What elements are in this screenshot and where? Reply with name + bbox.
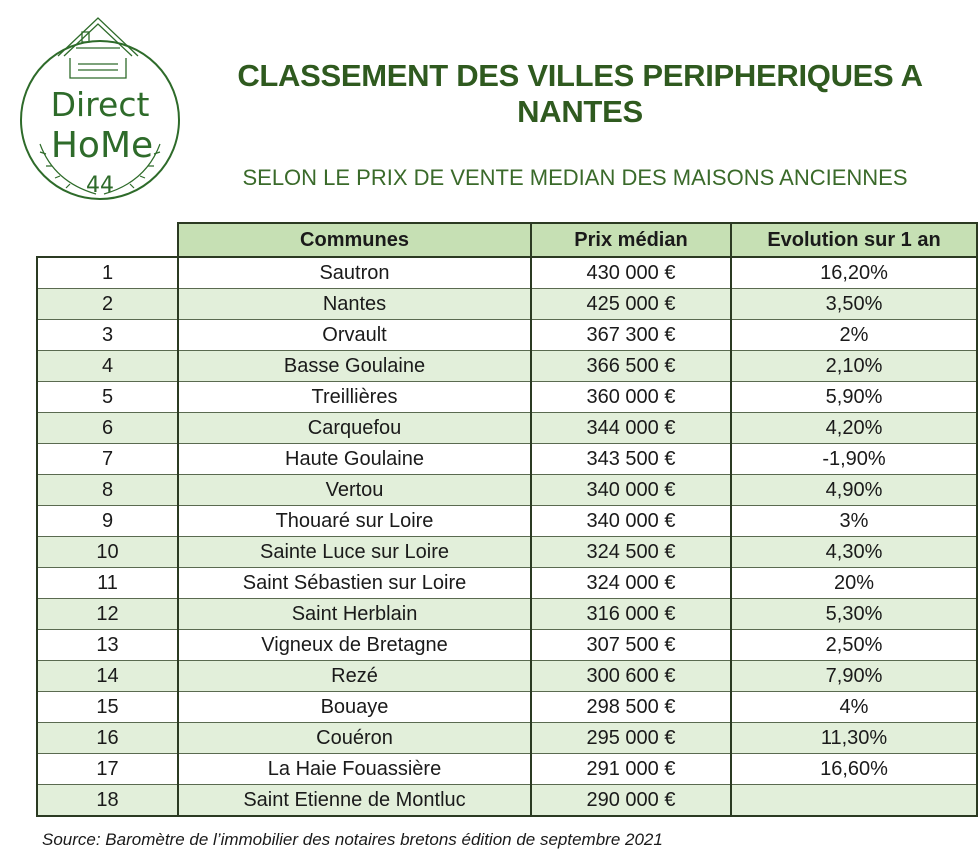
rank-cell: 11 xyxy=(37,568,178,599)
rank-cell: 1 xyxy=(37,257,178,289)
table-row xyxy=(37,630,977,661)
commune-cell: Nantes xyxy=(178,289,531,320)
direct-home-logo xyxy=(18,12,186,202)
commune-cell: Carquefou xyxy=(178,413,531,444)
price-cell: 324 000 € xyxy=(531,568,731,599)
rank-cell: 7 xyxy=(37,444,178,475)
table-row xyxy=(37,599,977,630)
commune-cell: Rezé xyxy=(178,661,531,692)
rank-cell: 15 xyxy=(37,692,178,723)
rank-cell: 12 xyxy=(37,599,178,630)
commune-cell: Saint Etienne de Montluc xyxy=(178,785,531,817)
evolution-header: Evolution sur 1 an xyxy=(731,223,977,257)
table-row xyxy=(37,723,977,754)
commune-cell: Couéron xyxy=(178,723,531,754)
rank-cell: 8 xyxy=(37,475,178,506)
table-row xyxy=(37,257,977,289)
table-row xyxy=(37,506,977,537)
table-row xyxy=(37,444,977,475)
table-row xyxy=(37,289,977,320)
table-row xyxy=(37,382,977,413)
price-cell: 300 600 € xyxy=(531,661,731,692)
rank-cell: 4 xyxy=(37,351,178,382)
table-row xyxy=(37,351,977,382)
table-row xyxy=(37,754,977,785)
table-row xyxy=(37,568,977,599)
price-cell: 324 500 € xyxy=(531,537,731,568)
evolution-cell: 4% xyxy=(731,692,977,723)
price-cell: 430 000 € xyxy=(531,257,731,289)
evolution-cell: 2,10% xyxy=(731,351,977,382)
commune-header: Communes xyxy=(178,223,531,257)
commune-cell: Orvault xyxy=(178,320,531,351)
table-row xyxy=(37,785,977,817)
page-subtitle: SELON LE PRIX DE VENTE MEDIAN DES MAISONS ANCIENNES xyxy=(242,165,908,190)
rank-cell: 14 xyxy=(37,661,178,692)
ranking-table xyxy=(36,222,978,817)
evolution-cell: 7,90% xyxy=(731,661,977,692)
commune-cell: Saint Herblain xyxy=(178,599,531,630)
evolution-cell: 2% xyxy=(731,320,977,351)
price-cell: 291 000 € xyxy=(531,754,731,785)
evolution-cell: 3,50% xyxy=(731,289,977,320)
rank-cell: 2 xyxy=(37,289,178,320)
evolution-cell: 5,30% xyxy=(731,599,977,630)
table-row xyxy=(37,413,977,444)
rank-cell: 5 xyxy=(37,382,178,413)
price-cell: 343 500 € xyxy=(531,444,731,475)
logo-number: 44 xyxy=(86,173,114,198)
commune-cell: Saint Sébastien sur Loire xyxy=(178,568,531,599)
rank-cell: 18 xyxy=(37,785,178,817)
evolution-cell: 4,20% xyxy=(731,413,977,444)
evolution-cell: -1,90% xyxy=(731,444,977,475)
table-row xyxy=(37,320,977,351)
rank-cell: 10 xyxy=(37,537,178,568)
table-row xyxy=(37,537,977,568)
commune-cell: Sautron xyxy=(178,257,531,289)
price-cell: 307 500 € xyxy=(531,630,731,661)
evolution-cell: 4,30% xyxy=(731,537,977,568)
rank-header xyxy=(37,223,178,257)
commune-cell: Treillières xyxy=(178,382,531,413)
evolution-cell: 4,90% xyxy=(731,475,977,506)
price-cell: 340 000 € xyxy=(531,475,731,506)
price-cell: 344 000 € xyxy=(531,413,731,444)
price-cell: 298 500 € xyxy=(531,692,731,723)
rank-cell: 3 xyxy=(37,320,178,351)
price-cell: 290 000 € xyxy=(531,785,731,817)
evolution-cell: 11,30% xyxy=(731,723,977,754)
rank-cell: 9 xyxy=(37,506,178,537)
table-row xyxy=(37,475,977,506)
rank-cell: 6 xyxy=(37,413,178,444)
evolution-cell: 5,90% xyxy=(731,382,977,413)
evolution-cell: 16,20% xyxy=(731,257,977,289)
evolution-cell: 20% xyxy=(731,568,977,599)
commune-cell: Bouaye xyxy=(178,692,531,723)
source-note: Source: Baromètre de l’immobilier des notaires bretons édition de septembre 2021 xyxy=(42,830,663,849)
evolution-cell xyxy=(731,785,977,817)
price-cell: 316 000 € xyxy=(531,599,731,630)
rank-cell: 17 xyxy=(37,754,178,785)
price-cell: 366 500 € xyxy=(531,351,731,382)
commune-cell: La Haie Fouassière xyxy=(178,754,531,785)
logo-line2: HoMe xyxy=(50,125,154,166)
evolution-cell: 3% xyxy=(731,506,977,537)
rank-cell: 16 xyxy=(37,723,178,754)
evolution-cell: 2,50% xyxy=(731,630,977,661)
commune-cell: Haute Goulaine xyxy=(178,444,531,475)
table-header-row xyxy=(37,223,977,257)
price-cell: 295 000 € xyxy=(531,723,731,754)
commune-cell: Thouaré sur Loire xyxy=(178,506,531,537)
price-cell: 340 000 € xyxy=(531,506,731,537)
price-cell: 425 000 € xyxy=(531,289,731,320)
evolution-cell: 16,60% xyxy=(731,754,977,785)
price-cell: 360 000 € xyxy=(531,382,731,413)
commune-cell: Sainte Luce sur Loire xyxy=(178,537,531,568)
page-title: CLASSEMENT DES VILLES PERIPHERIQUES A NANTES xyxy=(237,58,923,129)
table-row xyxy=(37,692,977,723)
commune-cell: Vigneux de Bretagne xyxy=(178,630,531,661)
price-cell: 367 300 € xyxy=(531,320,731,351)
rank-cell: 13 xyxy=(37,630,178,661)
commune-cell: Basse Goulaine xyxy=(178,351,531,382)
price-header: Prix médian xyxy=(531,223,731,257)
commune-cell: Vertou xyxy=(178,475,531,506)
logo-line1: Direct xyxy=(50,85,150,124)
table-row xyxy=(37,661,977,692)
